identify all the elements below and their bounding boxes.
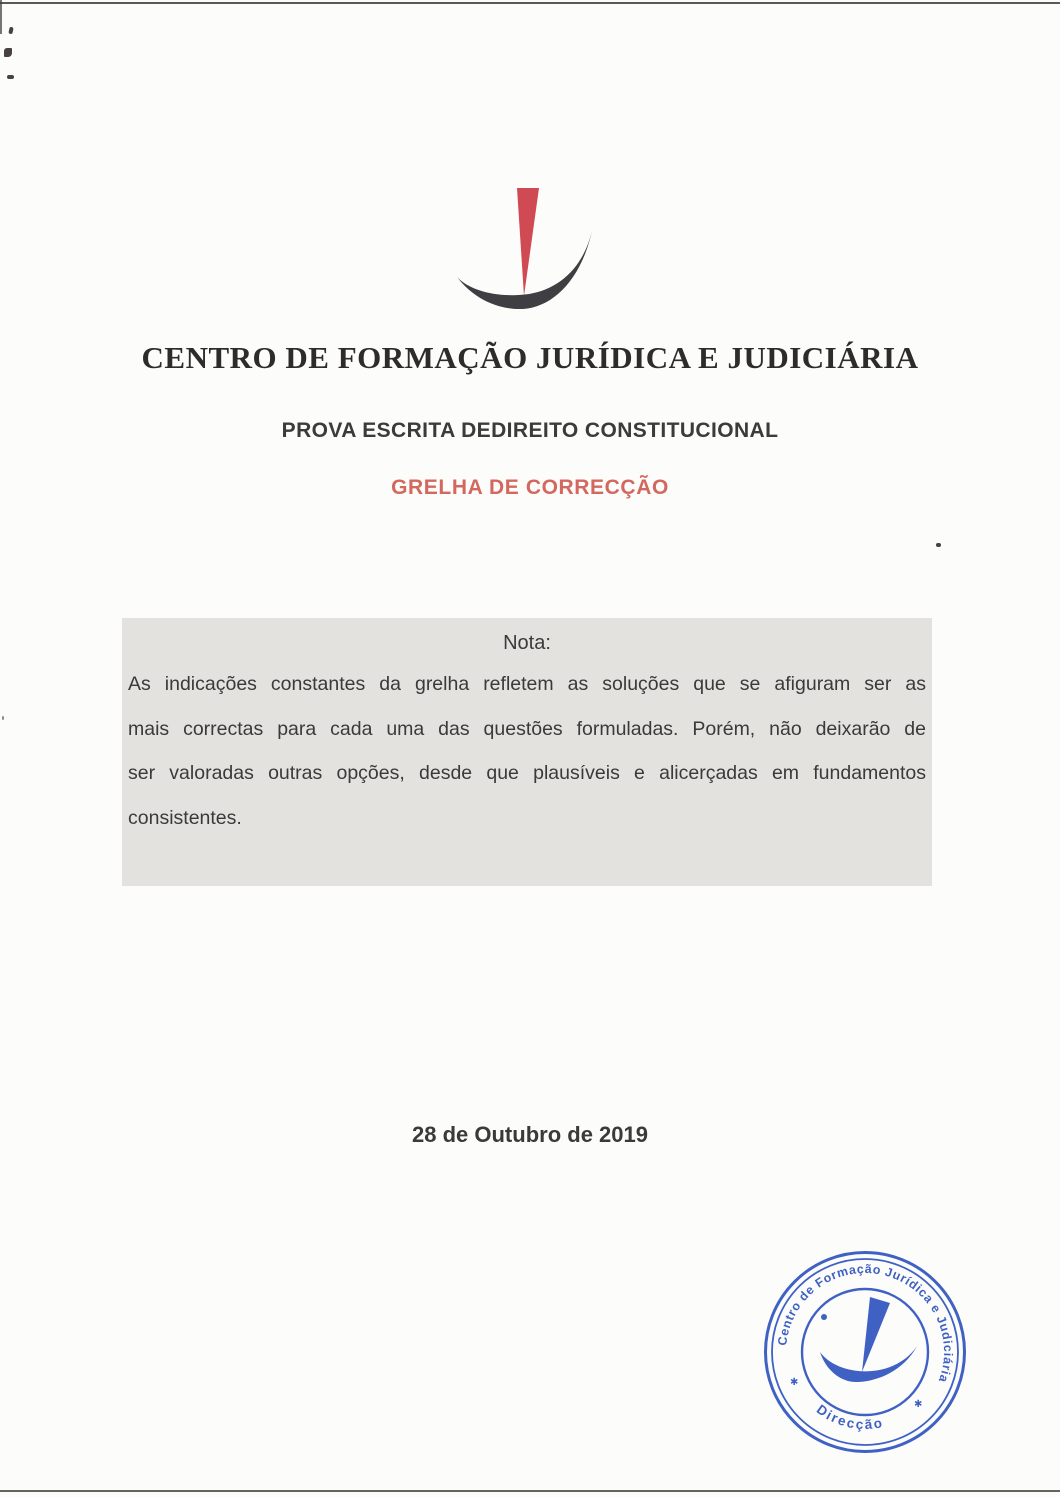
- note-box: [122, 618, 932, 886]
- direccao-stamp: [762, 1249, 968, 1455]
- scan-artifact-speck: [8, 27, 13, 35]
- stamp-center-logo: [820, 1297, 917, 1382]
- stamp-ring-text: Centro de Formação Jurídica e Judiciária: [775, 1261, 956, 1385]
- scan-artifact-speck: [936, 543, 941, 547]
- scan-artifact-speck: [4, 48, 12, 57]
- stamp-star-right-icon: ✱: [914, 1399, 923, 1410]
- stamp-logo-triangle-icon: [862, 1297, 890, 1372]
- scan-artifact-top-edge: [0, 2, 1060, 4]
- correction-grid-title: GRELHA DE CORRECÇÃO: [391, 476, 669, 499]
- note-line: consistentes.: [128, 806, 242, 829]
- stamp-star-left-icon: ✱: [790, 1377, 799, 1388]
- stamp-bottom-text: Direcção: [813, 1401, 886, 1433]
- logo-triangle-icon: [517, 188, 539, 296]
- scan-artifact-speck: [2, 716, 4, 720]
- scan-artifact-left-edge: [0, 0, 2, 34]
- note-line: ser valoradas outras opções, desde que plausíveis e alicerçadas em fundamentos: [128, 762, 926, 784]
- note-heading: Nota:: [503, 632, 551, 654]
- exam-title: PROVA ESCRITA DEDIREITO CONSTITUCIONAL: [281, 419, 779, 442]
- note-line: mais correctas para cada uma das questões formuladas. Porém, não deixarão de: [128, 717, 926, 740]
- scan-artifact-speck: [7, 75, 14, 79]
- scan-artifact-bottom-edge: [0, 1490, 1060, 1492]
- cfjj-logo: [455, 188, 595, 312]
- organization-name: CENTRO DE FORMAÇÃO JURÍDICA E JUDICIÁRIA: [141, 340, 919, 375]
- stamp-logo-dot-icon: [821, 1314, 827, 1320]
- note-line: As indicações constantes da grelha refletem as soluções que se afiguram ser as: [128, 673, 926, 695]
- document-date: 28 de Outubro de 2019: [412, 1122, 648, 1147]
